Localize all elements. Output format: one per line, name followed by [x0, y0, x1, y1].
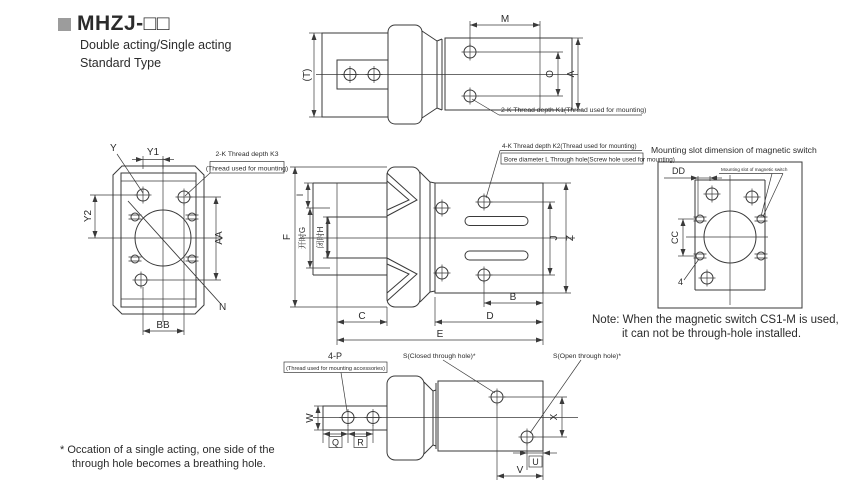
- note-4p: 4-P: [327, 351, 343, 361]
- footnote-line1: * Occation of a single acting, one side of the: [60, 444, 275, 456]
- dim-label-v: V: [516, 465, 524, 476]
- subtitle-line-2: Standard Type: [80, 56, 162, 70]
- dim-label-w: W: [305, 413, 316, 423]
- footnote: [60, 444, 310, 471]
- dim-label-a: A: [566, 70, 577, 78]
- dim-label-cc: CC: [670, 231, 680, 244]
- dim-label-y1: Y1: [146, 147, 160, 158]
- dim-label-g: 开时G: [298, 226, 307, 250]
- slot-count-label: 4: [678, 277, 684, 287]
- note-k3-line2: (Thread used for mounting): [205, 165, 289, 173]
- dim-label-z: Z: [565, 234, 576, 242]
- dim-label-c: C: [358, 311, 366, 322]
- dim-label-o: O: [545, 70, 556, 78]
- subtitle-line-1: Double acting/Single acting: [80, 38, 232, 52]
- magnetic-switch-view: [650, 145, 856, 315]
- label-s-closed: S(Closed through hole)*: [403, 353, 476, 360]
- bottom-view: [283, 350, 660, 491]
- dim-label-j: J: [549, 235, 560, 241]
- title-block: [58, 12, 318, 72]
- mag-slot-inner-label: Mounting slot of magnetic switch: [721, 167, 788, 172]
- dim-label-y2: Y2: [83, 209, 94, 223]
- note-k3-line1: 2-K Thread depth K3: [215, 151, 279, 158]
- dim-label-y: Y: [110, 143, 117, 154]
- dim-label-b: B: [509, 292, 517, 303]
- note-bore-l: Bore diameter L Through hole(Screw hole used for mounting): [504, 156, 675, 164]
- dim-label-x: X: [549, 413, 560, 421]
- dim-label-d: D: [486, 311, 494, 322]
- dim-label-dd: DD: [672, 166, 685, 176]
- mag-view-heading: Mounting slot dimension of magnetic switch: [651, 145, 817, 155]
- switch-note-line2: it can not be through-hole installed.: [622, 328, 802, 340]
- switch-note: [592, 313, 856, 341]
- top-view: [300, 8, 645, 133]
- switch-note-line1: Note: When the magnetic switch CS1-M is used,: [592, 314, 839, 326]
- dim-label-t: (T): [302, 68, 313, 82]
- dim-label-i: I: [295, 193, 305, 197]
- dim-label-u: U: [532, 457, 539, 467]
- dim-label-n: N: [219, 302, 227, 313]
- dim-label-aa: AA: [214, 231, 225, 245]
- note-4p-sub: (Thread used for mounting accessories): [286, 366, 385, 372]
- dim-label-q: Q: [331, 437, 340, 448]
- title-bullet-icon: [58, 18, 71, 31]
- model-title: MHZJ-□□: [77, 12, 171, 35]
- dim-label-r: R: [357, 437, 364, 448]
- label-s-open: S(Open through hole)*: [553, 353, 622, 360]
- note-k2: 4-K Thread depth K2(Thread used for mounting): [502, 143, 637, 150]
- dim-label-f: F: [282, 233, 293, 241]
- footnote-line2: through hole becomes a breathing hole.: [72, 457, 266, 470]
- dim-label-m: M: [500, 14, 510, 25]
- dim-label-bb: BB: [156, 320, 170, 331]
- note-k1: 2-K Thread depth K1(Thread used for mounting): [501, 107, 647, 114]
- dim-label-h: 闭时H: [316, 226, 325, 249]
- dim-label-e: E: [436, 329, 444, 340]
